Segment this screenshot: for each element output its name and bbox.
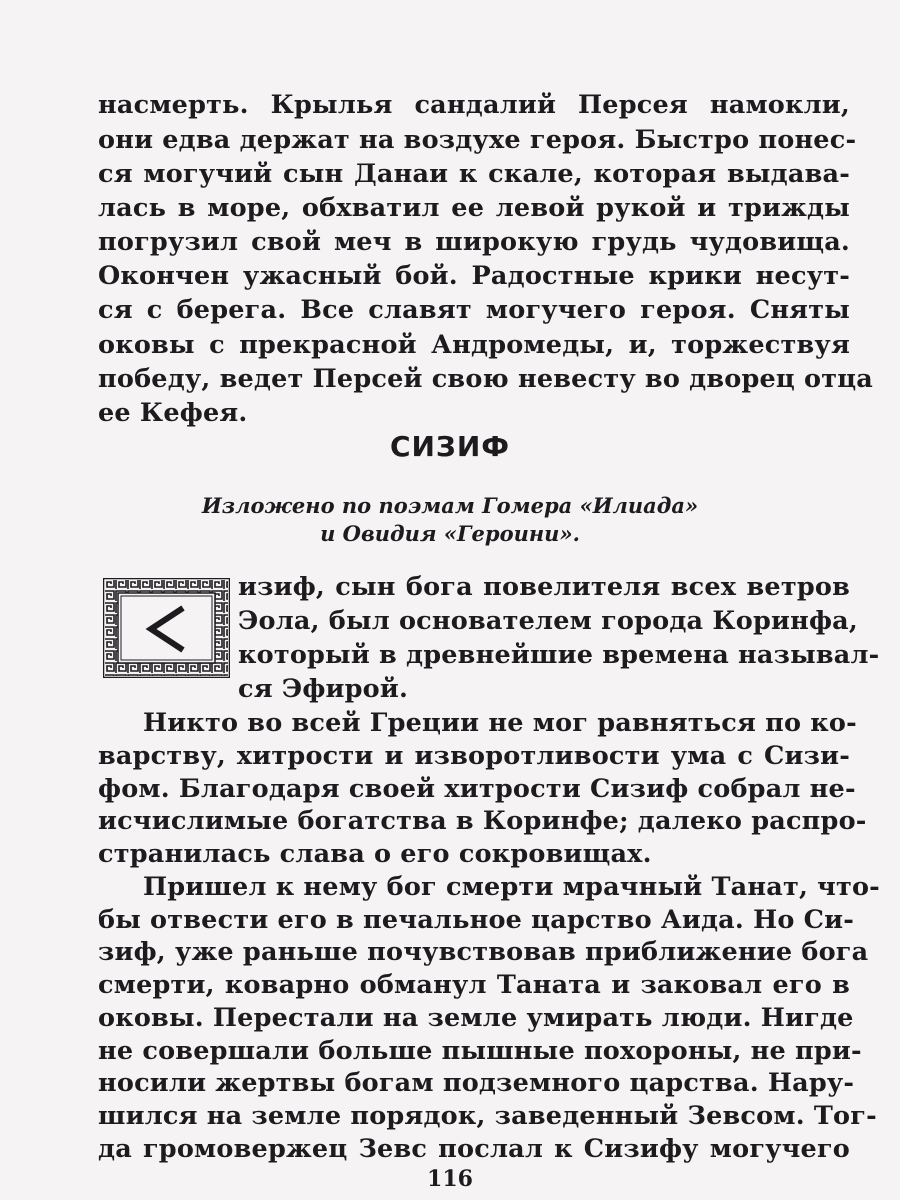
text-line: они едва держат на воздухе героя. Быстро понес- [98, 125, 857, 155]
text-line: оковы с прекрасной Андромеды, и, торжествуя [98, 330, 850, 360]
section-title: СИЗИФ [389, 430, 511, 463]
text-line: изиф, сын бога повелителя всех ветров [238, 572, 850, 602]
drop-cap-ornament [103, 578, 230, 678]
text-line: ся могучий сын Данаи к скале, которая выдава- [98, 159, 850, 189]
text-line: оковы. Перестали на земле умирать люди. Нигде [98, 1002, 854, 1033]
text-line: смерти, коварно обманул Таната и заковал его в [98, 970, 850, 1001]
text-line: варству, хитрости и изворотливости ума с Сизи- [98, 740, 850, 771]
text-line: Пришел к нему бог смерти мрачный Танат, что- [143, 871, 880, 902]
text-line: Никто во всей Греции не мог равняться по ко- [143, 708, 857, 738]
text-line: который в древнейшие времена называл- [238, 640, 880, 670]
text-line: зиф, уже раньше почувствовав приближение бога [98, 937, 869, 968]
text-line: Окончен ужасный бой. Радостные крики несут- [98, 261, 850, 291]
epigraph-line: Изложено по поэмам Гомера «Илиада» [201, 493, 699, 518]
text-line: носили жертвы богам подземного царства. Нару- [98, 1068, 855, 1099]
text-line: да громовержец Зевс послал к Сизифу могучего [98, 1134, 850, 1164]
text-line: Эола, был основателем города Коринфа, [238, 606, 858, 636]
page-number: 116 [427, 1166, 473, 1192]
text-line: бы отвести его в печальное царство Аида. Но Си- [98, 904, 855, 935]
text-line: насмерть. Крылья сандалий Персея намокли, [98, 90, 850, 120]
text-line: лась в море, обхватил ее левой рукой и трижды [98, 193, 850, 223]
text-line: странилась слава о его сокровищах. [98, 839, 652, 870]
text-line: ся с берега. Все славят могучего героя. Сняты [98, 295, 850, 325]
text-line: шился на земле порядок, заведенный Зевсом. Тог- [98, 1101, 877, 1132]
text-line: ся Эфирой. [238, 674, 409, 704]
text-line: погрузил свой меч в широкую грудь чудовища. [98, 227, 850, 257]
text-line: исчислимые богатства в Коринфе; далеко распро- [98, 806, 867, 837]
text-line: фом. Благодаря своей хитрости Сизиф собрал не- [98, 773, 856, 804]
text-line: ее Кефея. [98, 398, 248, 428]
epigraph-line: и Овидия «Героини». [320, 521, 580, 546]
text-line: не совершали больше пышные похороны, не при- [98, 1035, 862, 1066]
text-line: победу, ведет Персей свою невесту во дворец отца [98, 364, 873, 394]
